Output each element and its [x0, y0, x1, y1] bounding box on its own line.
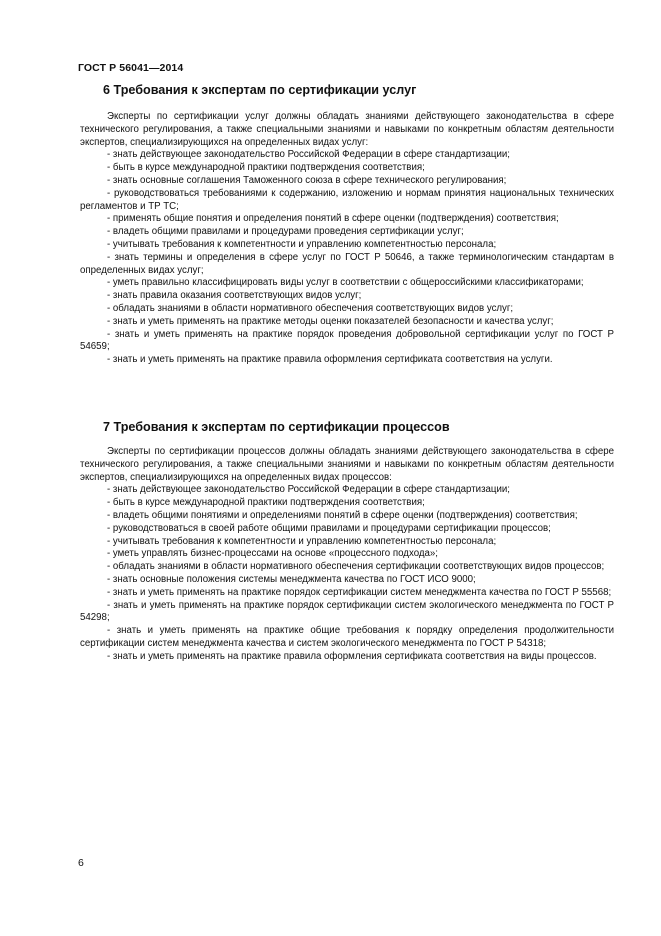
list-item: - руководствоваться в своей работе общими правилами и процедурами сертификации процессов;	[107, 522, 551, 534]
paragraph: Эксперты по сертификации процессов должны обладать знаниями действующего законодательства в сфере технического регулирования, а также специальными знаниями и навыками по конкретным областям деятельности экспертов, специализирующихся на определенных видах процессов:	[80, 446, 614, 483]
list-item: - знать и уметь применять на практике методы оценки показателей безопасности и качества услуг;	[107, 315, 554, 327]
list-item: - владеть общими правилами и процедурами проведения сертификации услуг;	[107, 226, 464, 238]
list-item: - учитывать требования к компетентности и управлению компетентностью персонала;	[107, 238, 497, 250]
paragraph: Эксперты по сертификации услуг должны обладать знаниями действующего законодательства в сфере технического регулирования, а также специальными знаниями и навыками по конкретным областям деятельности экспертов, специализирующихся на определенных видах услуг:	[80, 111, 614, 148]
section-7-body	[80, 446, 614, 664]
list-item: - быть в курсе международной практики подтверждения соответствия;	[107, 162, 425, 174]
list-item: - применять общие понятия и определения понятий в сфере оценки (подтверждения) соответствия;	[107, 213, 559, 225]
list-item: - знать и уметь применять на практике правила оформления сертификата соответствия на виды процессов.	[107, 650, 597, 662]
list-item: - учитывать требования к компетентности и управлению компетентностью персонала;	[107, 535, 497, 547]
list-item: - быть в курсе международной практики подтверждения соответствия;	[107, 497, 425, 509]
section-6-heading: 6 Требования к экспертам по сертификации услуг	[103, 83, 417, 97]
list-item: - знать и уметь применять на практике порядок сертификации систем экологического менеджмента по ГОСТ Р 54298;	[80, 599, 614, 624]
list-item: - знать действующее законодательство Российской Федерации в сфере стандартизации;	[107, 149, 510, 161]
section-7-heading: 7 Требования к экспертам по сертификации процессов	[103, 420, 450, 434]
list-item: - знать и уметь применять на практике порядок проведения добровольной сертификации услуг по ГОСТ Р 54659;	[80, 328, 614, 353]
list-item: - знать основные положения системы менеджмента качества по ГОСТ ИСО 9000;	[107, 573, 476, 585]
list-item: - знать основные соглашения Таможенного союза в сфере технического регулирования;	[107, 174, 507, 186]
list-item: - знать и уметь применять на практике общие требования к порядку определения продолжительности сертификации систем менеджмента качества и систем экологического менеджмента по ГОСТ Р 54318;	[80, 625, 614, 649]
list-item: - знать и уметь применять на практике правила оформления сертификата соответствия на услуги.	[107, 354, 553, 366]
list-item: - знать и уметь применять на практике порядок сертификации систем менеджмента качества по ГОСТ Р 55568;	[107, 586, 612, 598]
list-item: - знать правила оказания соответствующих видов услуг;	[107, 290, 362, 302]
list-item: - обладать знаниями в области нормативного обеспечения сертификации соответствующих видов процессов;	[107, 561, 605, 573]
list-item: - уметь правильно классифицировать виды услуг в соответствии с общероссийскими классификаторами;	[107, 277, 584, 289]
document-header: ГОСТ Р 56041—2014	[78, 62, 184, 74]
list-item: - руководствоваться требованиями к содержанию, изложению и нормам принятия национальных технических регламентов и ТР ТС;	[80, 187, 614, 212]
list-item: - знать действующее законодательство Российской Федерации в сфере стандартизации;	[107, 484, 510, 496]
list-item: - уметь управлять бизнес-процессами на основе «процессного подхода»;	[107, 548, 438, 560]
list-item: - знать термины и определения в сфере услуг по ГОСТ Р 50646, а также терминологическим стандартам в определенных видах услуг;	[80, 251, 614, 276]
list-item: - обладать знаниями в области нормативного обеспечения соответствующих видов услуг;	[107, 302, 514, 314]
list-item: - владеть общими понятиями и определениями понятий в сфере оценки (подтверждения) соответствия;	[107, 509, 578, 521]
page-number: 6	[78, 857, 84, 869]
section-6-body	[80, 111, 614, 367]
